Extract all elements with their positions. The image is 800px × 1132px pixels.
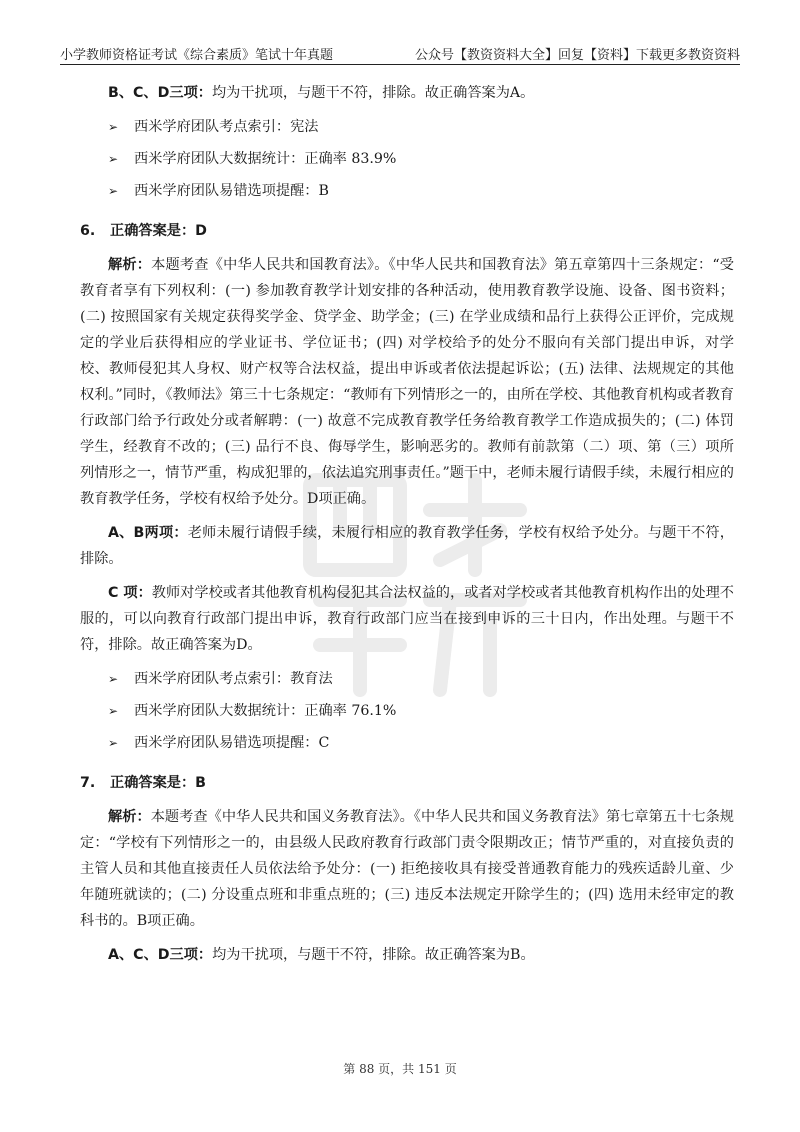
arrow-bullet-icon: ➢ [108,120,119,134]
sec5-error-tip: 西米学府团队易错选项提醒：B [134,183,329,199]
question-number: 6. [80,223,96,239]
question-7-header [80,770,734,796]
question-answer: 正确答案是：D [110,223,207,239]
watermark-text: 西米学府 [413,698,417,699]
q6-stats: 西米学府团队大数据统计：正确率 76.1% [134,703,397,719]
q7-acd-paragraph [80,942,734,968]
header-title: 小学教师资格证考试《综合素质》笔试十年真题 [60,48,334,63]
arrow-bullet-icon: ➢ [108,152,119,166]
sec5-bcd-label: B、C、D三项： [108,85,212,101]
q7-analysis [80,804,734,934]
question-number: 7. [80,775,96,791]
analysis-text: 本题考查《中华人民共和国教育法》。《中华人民共和国教育法》第五章第四十三条规定：“受教育者享有下列权利：(一) 参加教育教学计划安排的各种活动，使用教育教学设施、设备、图书资料；(二) 按照国家有关规定获得奖学金、贷学金、助学金；(三) 在学业成绩和品行上获得公正评价，完成规定的学业后获得相应的学业证书、学位证书；(四) 对学校给予的处分不服向有关部门提出申诉，对学校、教师侵犯其人身权、财产权等合法权益，提出申诉或者依法提起诉讼；(五) 法律、法规规定的其他权利。”同时，《教师法》第三十七条规定：“教师有下列情形之一的，由所在学校、其他教育机构或者教育行政部门给予行政处分或者解聘：(一) 故意不完成教育教学任务给教育教学工作造成损失的；(二) 体罚学生，经教育不改的；(三) 品行不良、侮辱学生，影响恶劣的。教师有前款第（二）项、第（三）项所列情形之一，情节严重，构成犯罪的，依法追究刑事责任。”题干中，老师未履行请假手续，未履行相应的教育教学任务，学校有权给予处分。D项正确。 [80,257,734,507]
q6-c-paragraph [80,580,734,658]
list-item [108,178,734,204]
acd-text: 均为干扰项，与题干不符，排除。故正确答案为B。 [212,947,535,963]
c-text: 教师对学校或者其他教育机构侵犯其合法权益的，或者对学校或者其他教育机构作出的处理不服的，可以向教育行政部门提出申诉，教育行政部门应当在接到申诉的三十日内，作出处理。与题干不符，排除。故正确答案为D。 [80,585,734,653]
ab-text: 老师未履行请假手续，未履行相应的教育教学任务，学校有权给予处分。与题干不符，排除。 [80,525,734,567]
acd-label: A、C、D三项： [108,947,213,963]
page-footer: 第 88 页，共 151 页 [343,1062,457,1076]
analysis-label: 解析： [108,809,151,825]
header-promo: 公众号【教资资料大全】回复【资料】下载更多教资资料 [414,48,740,63]
arrow-bullet-icon: ➢ [108,736,119,750]
sec5-topic: 西米学府团队考点索引：宪法 [134,119,319,135]
analysis-label: 解析： [108,257,152,273]
q6-analysis [80,252,734,512]
sec5-bcd-paragraph [80,80,734,106]
list-item [108,114,734,140]
page-content [80,80,734,976]
c-label: C 项： [108,585,152,601]
question-6-header [80,218,734,244]
q6-error-tip: 西米学府团队易错选项提醒：C [134,735,330,751]
list-item [108,730,734,756]
list-item [108,698,734,724]
analysis-text: 本题考查《中华人民共和国义务教育法》。《中华人民共和国义务教育法》第七章第五十七条规定：“学校有下列情形之一的，由县级人民政府教育行政部门责令限期改正；情节严重的，对直接负责的主管人员和其他直接责任人员依法给予处分：(一) 拒绝接收具有接受普通教育能力的残疾适龄儿童、少年随班就读的；(二) 分设重点班和非重点班的；(三) 违反本法规定开除学生的；(四) 选用未经审定的教科书的。B项正确。 [80,809,734,929]
arrow-bullet-icon: ➢ [108,704,119,718]
ab-label: A、B两项： [108,525,188,541]
question-answer: 正确答案是：B [110,775,206,791]
sec5-stats: 西米学府团队大数据统计：正确率 83.9% [134,151,397,167]
page-header [60,36,740,65]
sec5-bcd-text: 均为干扰项，与题干不符，排除。故正确答案为A。 [211,85,535,101]
q6-ab-paragraph [80,520,734,572]
arrow-bullet-icon: ➢ [108,184,119,198]
list-item [108,146,734,172]
q6-topic: 西米学府团队考点索引：教育法 [134,671,333,687]
list-item [108,666,734,692]
arrow-bullet-icon: ➢ [108,672,119,686]
